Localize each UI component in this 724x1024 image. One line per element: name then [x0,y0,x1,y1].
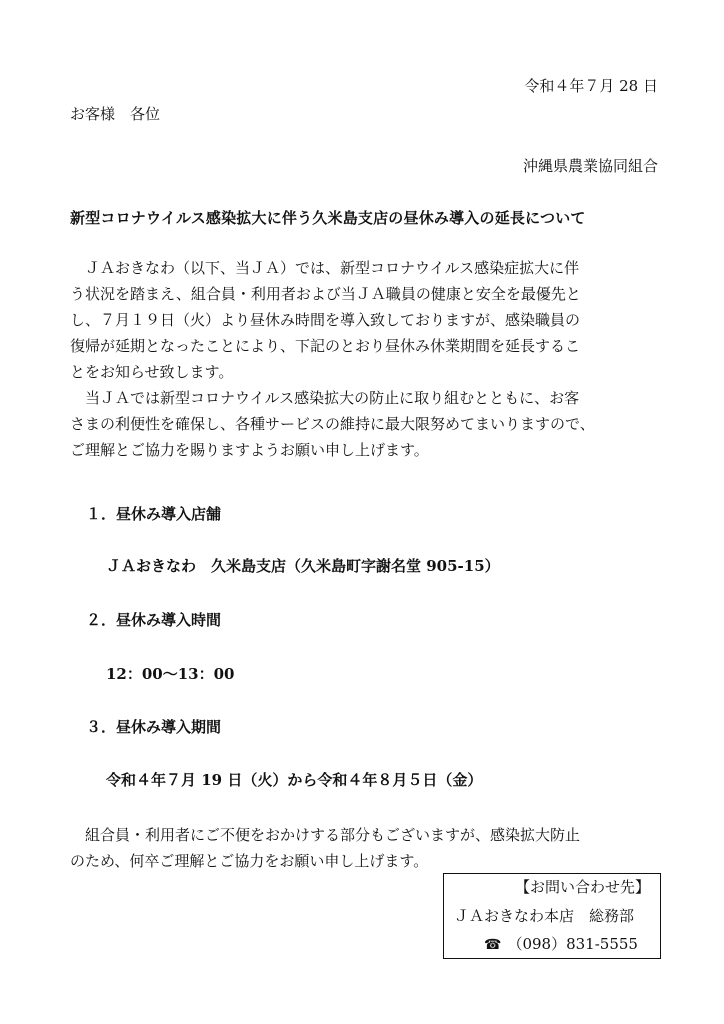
body-line: ＪＡおきなわ（以下、当ＪＡ）では、新型コロナウイルス感染症拡大に伴 [70,259,580,277]
contact-box [443,873,661,959]
section-heading-period: ３．昼休み導入期間 [86,718,222,736]
addressee: お客様 各位 [70,105,161,123]
body-line: う状況を踏まえ、組合員・利用者および当ＪＡ職員の健康と安全を最優先と [70,285,581,303]
closing-text [70,822,670,874]
section-heading-store: １．昼休み導入店舗 [86,505,222,523]
body-line: 当ＪＡでは新型コロナウイルス感染拡大の防止に取り組むとともに、お客 [70,389,580,407]
sender-organization: 沖縄県農業協同組合 [522,157,658,175]
telephone-icon: ☎ [484,937,502,953]
body-text [70,255,660,463]
contact-phone-number: （098）831-5555 [507,935,638,953]
section-detail-time: 12：00～13：00 [106,665,235,683]
body-line: ご理解とご協力を賜りますようお願い申し上げます。 [70,441,429,459]
closing-line: 組合員・利用者にご不便をおかけする部分もございますが、感染拡大防止 [70,826,581,844]
document-date: 令和４年７月 28 日 [524,77,658,95]
section-heading-time: ２．昼休み導入時間 [86,611,222,629]
section-detail-store: ＪＡおきなわ 久米島支店（久米島町字謝名堂 905-15） [106,557,500,575]
closing-line: のため、何卒ご理解とご協力をお願い申し上げます。 [70,852,429,870]
body-line: さまの利便性を確保し、各種サービスの維持に最大限努めてまいりますので、 [70,415,595,433]
contact-phone [484,934,638,955]
contact-title: 【お問い合わせ先】 [514,878,650,896]
body-line: とをお知らせ致します。 [70,363,234,381]
section-detail-period: 令和４年７月 19 日（火）から令和４年８月５日（金） [106,771,483,789]
contact-organization: ＪＡおきなわ本店 総務部 [454,907,635,925]
body-line: し、７月１９日（火）より昼休み時間を導入致しておりますが、感染職員の [70,311,581,329]
body-line: 復帰が延期となったことにより、下記のとおり昼休み休業期間を延長するこ [70,337,581,355]
document-title: 新型コロナウイルス感染拡大に伴う久米島支店の昼休み導入の延長について [70,209,586,227]
